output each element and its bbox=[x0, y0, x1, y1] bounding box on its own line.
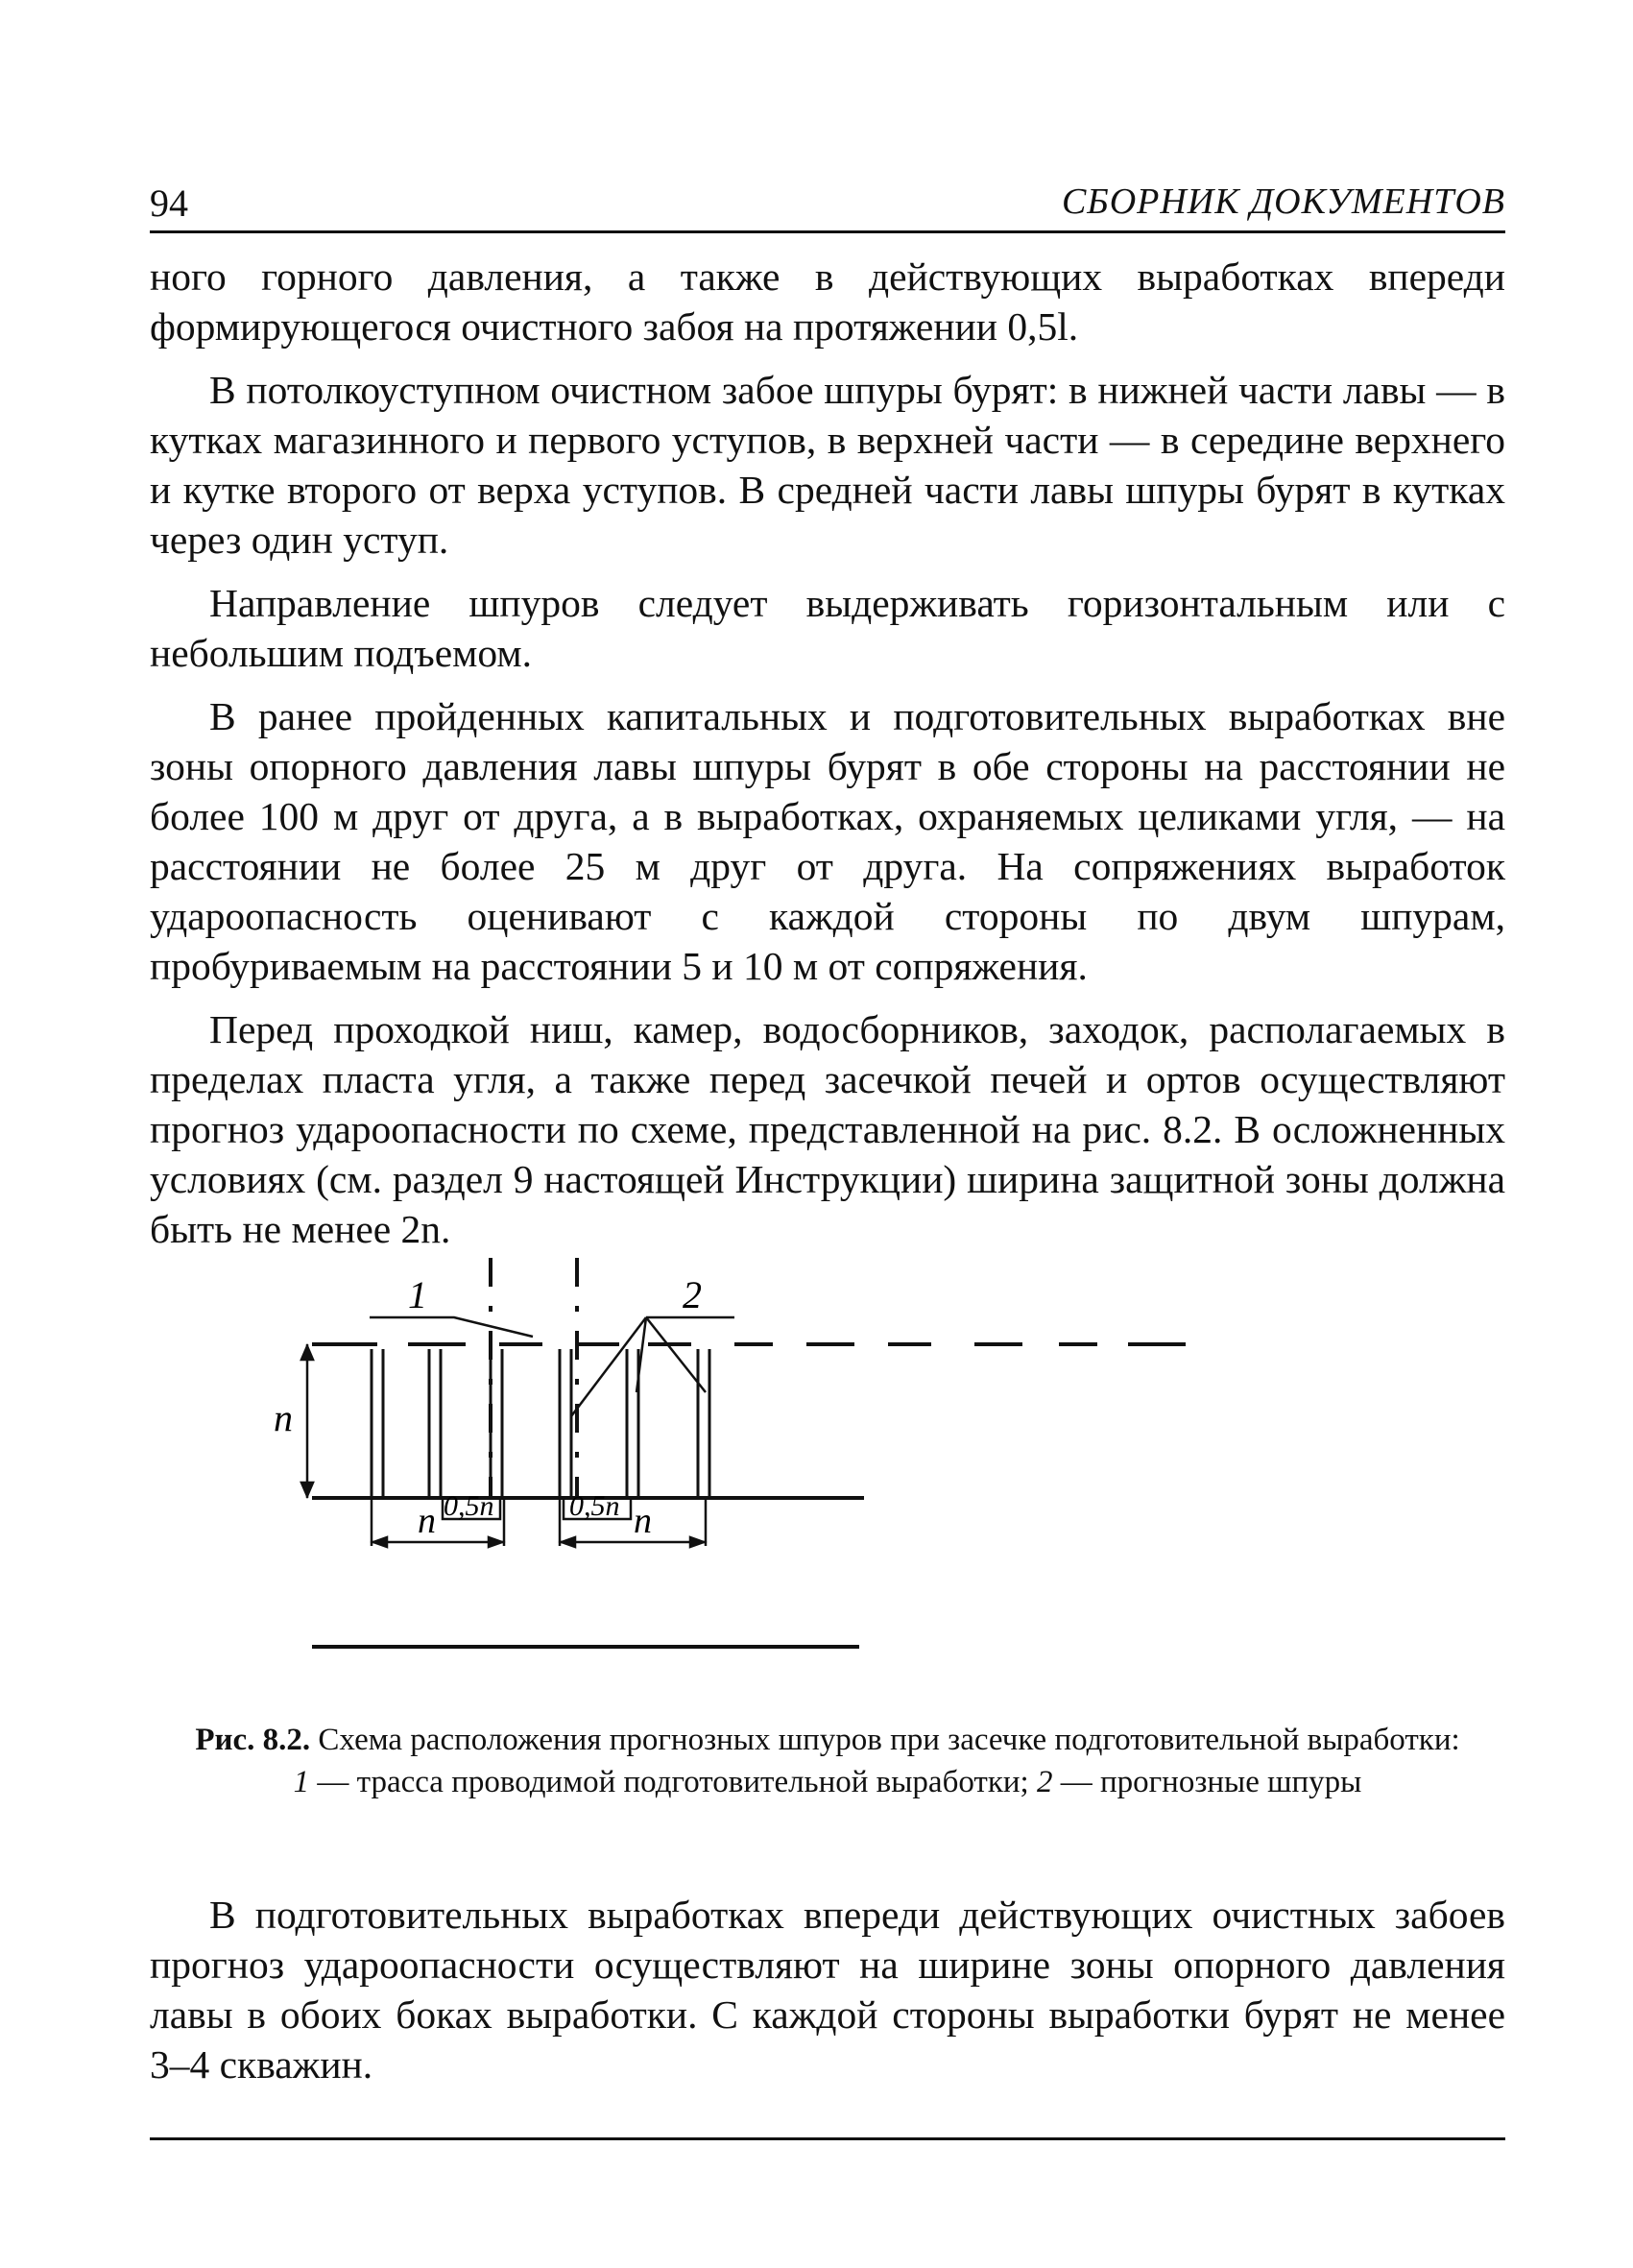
caption-line-1 bbox=[150, 1719, 1505, 1761]
legend-text-1: — трасса проводимой подготовительной выработки; bbox=[317, 1765, 1029, 1799]
paragraph-1: ного горного давления, а также в действующих выработках впереди формирующегося очистного забоя на протяжении 0,5l. bbox=[150, 254, 1505, 349]
paragraph-2: В потолкоуступном очистном забое шпуры бурят: в нижней части лавы — в кутках магазинного и первого уступов, в верхней части — в середине верхнего и кутке второго от верха уступов. В средней части лавы шпуры бурят в кутках через один уступ. bbox=[150, 368, 1505, 562]
borehole bbox=[372, 1349, 383, 1496]
paragraph-5: Перед проходкой ниш, камер, водосборников, заходок, располагаемых в пределах пласта угля, а также перед засечкой печей и ортов осуществляют прогноз удароопасности по схеме, представленной на рис. 8.2. В осложненных условиях (см. раздел 9 настоящей Инструкции) ширина защитной зоны должна быть не менее 2n. bbox=[150, 1007, 1505, 1251]
dim-span-right-label: n bbox=[634, 1501, 652, 1541]
borehole bbox=[560, 1349, 571, 1496]
paragraph-6: В подготовительных выработках впереди действующих очистных забоев прогноз удароопасности осуществляют на ширине зоны опорного давления лавы в обоих боках выработки. С каждой стороны выработки бурят не менее 3–4 скважин. bbox=[150, 1893, 1505, 2087]
legend-text-2: — прогнозные шпуры bbox=[1060, 1765, 1362, 1799]
dim-half-right-label: 0,5n bbox=[569, 1490, 620, 1522]
legend-num-2: 2 bbox=[1036, 1765, 1053, 1799]
paragraph-3: Направление шпуров следует выдерживать горизонтальным или с небольшим подъемом. bbox=[150, 581, 1505, 675]
body-text-bottom bbox=[150, 1890, 1505, 2103]
caption-title: Схема расположения прогнозных шпуров при засечке подготовительной выработки: bbox=[318, 1723, 1460, 1757]
figure-caption bbox=[150, 1719, 1505, 1803]
dim-span-left-label: n bbox=[418, 1501, 436, 1541]
leader-lines bbox=[370, 1317, 734, 1416]
borehole bbox=[627, 1349, 638, 1496]
running-title: СБОРНИК ДОКУМЕНТОВ bbox=[1061, 181, 1505, 222]
depth-dimension bbox=[301, 1344, 313, 1498]
boreholes bbox=[372, 1349, 709, 1496]
dim-half-left-label: 0,5n bbox=[444, 1490, 494, 1522]
borehole bbox=[698, 1349, 709, 1496]
body-text-top bbox=[150, 252, 1505, 1267]
footer-divider bbox=[150, 2137, 1505, 2140]
label-holes: 2 bbox=[683, 1273, 702, 1316]
borehole-diagram bbox=[274, 1239, 1310, 1661]
borehole bbox=[429, 1349, 441, 1496]
caption-label: Рис. 8.2. bbox=[195, 1723, 311, 1757]
page-number: 94 bbox=[150, 181, 188, 225]
legend-num-1: 1 bbox=[293, 1765, 310, 1799]
caption-legend bbox=[150, 1761, 1505, 1803]
label-route: 1 bbox=[408, 1273, 427, 1316]
paragraph-4: В ранее пройденных капитальных и подготовительных выработках вне зоны опорного давления лавы шпуры бурят в обе стороны на расстоянии не более 100 м друг от друга, а в выработках, охраняемых целиками угля, — на расстоянии не более 25 м друг от друга. На сопряжениях выработок удароопасность оценивают с каждой стороны по двум шпурам, пробуриваемым на расстоянии 5 и 10 м от сопряжения. bbox=[150, 694, 1505, 988]
dim-depth-label: n bbox=[274, 1396, 293, 1439]
page-header bbox=[150, 173, 1505, 233]
figure-8-2 bbox=[274, 1239, 1310, 1661]
